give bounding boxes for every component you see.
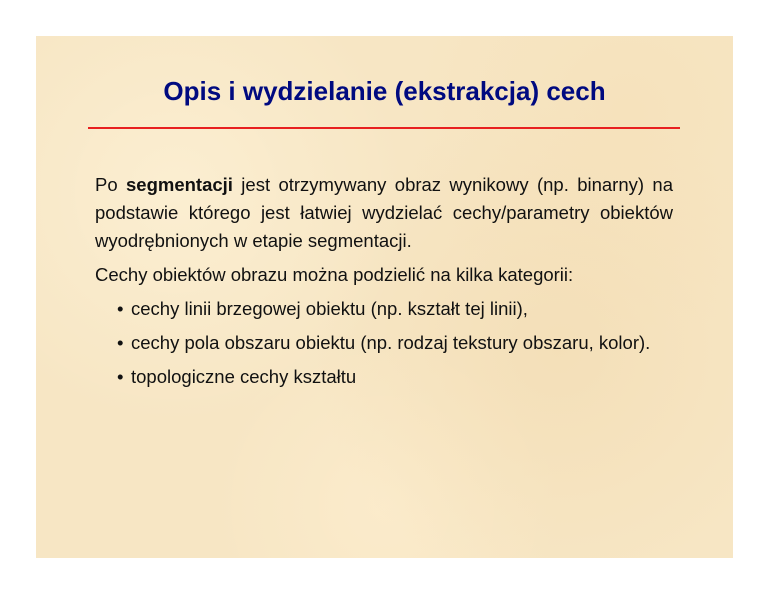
feature-category-list: [95, 295, 673, 391]
paragraph1-prefix: Po: [95, 174, 126, 195]
list-item: [117, 329, 673, 357]
bullet-icon: •: [117, 298, 124, 319]
slide-title: Opis i wydzielanie (ekstrakcja) cech: [163, 76, 606, 106]
list-item: [117, 363, 673, 391]
title-divider: [88, 127, 680, 129]
list-item-text: cechy pola obszaru obiektu (np. rodzaj tekstury obszaru, kolor).: [131, 332, 651, 353]
paragraph-segmentation: [95, 171, 673, 255]
list-item-text: topologiczne cechy kształtu: [131, 366, 357, 387]
list-item: [117, 295, 673, 323]
bullet-icon: •: [117, 366, 124, 387]
paragraph1-suffix: jest otrzymywany obraz wynikowy (np. binarny) na podstawie którego jest łatwiej wydzielać cechy/parametry obiektów wyodrębnionych w etapie segmentacji.: [95, 174, 673, 251]
list-item-text: cechy linii brzegowej obiektu (np. kształt tej linii),: [131, 298, 528, 319]
slide-body: [95, 171, 673, 397]
paragraph1-bold-term: segmentacji: [126, 174, 233, 195]
paragraph-categories: Cechy obiektów obrazu można podzielić na kilka kategorii:: [95, 264, 574, 285]
bullet-icon: •: [117, 332, 124, 353]
slide: [36, 36, 733, 558]
